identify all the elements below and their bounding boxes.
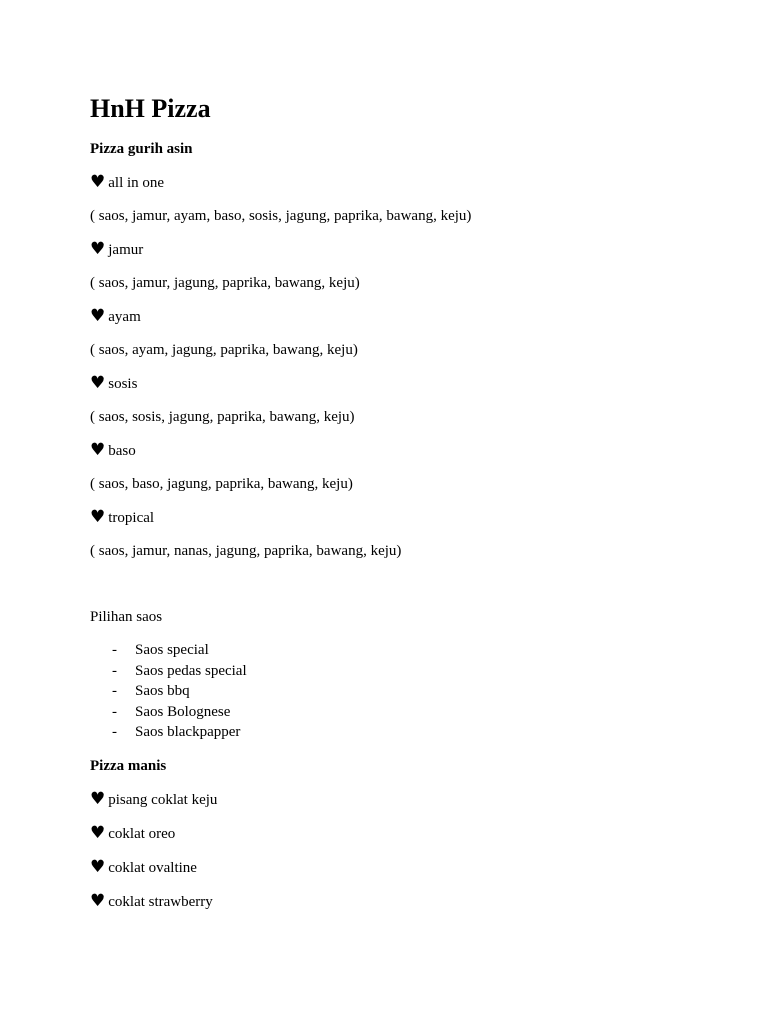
menu-item-name: ayam xyxy=(108,309,141,325)
sweet-heading: Pizza manis xyxy=(90,757,167,774)
heart-icon: ♥ xyxy=(90,890,106,911)
menu-item xyxy=(90,790,690,809)
heart-icon: ♥ xyxy=(90,440,106,460)
list-item: - Saos blackpapper xyxy=(90,722,690,743)
document-title: HnH Pizza xyxy=(90,94,211,123)
menu-item-name: coklat ovaltine xyxy=(108,859,197,876)
menu-item xyxy=(90,240,690,259)
menu-item xyxy=(90,374,690,393)
heart-icon: ♥ xyxy=(90,822,106,843)
list-item: - Saos pedas special xyxy=(90,661,690,682)
spacer xyxy=(90,560,690,593)
heart-icon: ♥ xyxy=(90,788,106,809)
menu-item-name: jamur xyxy=(108,242,144,258)
list-item: - Saos bbq xyxy=(90,681,690,702)
menu-item xyxy=(90,858,690,877)
menu-item-ingredients: ( saos, ayam, jagung, paprika, bawang, keju) xyxy=(90,342,358,358)
menu-item-ingredients: ( saos, jamur, nanas, jagung, paprika, bawang, keju) xyxy=(90,543,402,559)
menu-item xyxy=(90,892,690,911)
menu-item xyxy=(90,307,690,326)
heart-icon: ♥ xyxy=(90,306,106,326)
menu-item-name: baso xyxy=(108,443,136,459)
menu-item xyxy=(90,824,690,843)
menu-item-ingredients: ( saos, jamur, ayam, baso, sosis, jagung, paprika, bawang, keju) xyxy=(90,208,472,224)
menu-item xyxy=(90,508,690,527)
dash-bullet: - xyxy=(112,662,117,679)
menu-item-name: sosis xyxy=(108,376,138,392)
menu-item xyxy=(90,173,690,192)
menu-item xyxy=(90,441,690,460)
dash-bullet: - xyxy=(112,642,117,658)
dash-bullet: - xyxy=(112,703,117,720)
heart-icon: ♥ xyxy=(90,507,106,527)
heart-icon: ♥ xyxy=(90,373,106,393)
list-item: - Saos Bolognese xyxy=(90,702,690,723)
sauce-heading: Pilihan saos xyxy=(90,609,163,625)
menu-item-ingredients: ( saos, baso, jagung, paprika, bawang, keju) xyxy=(90,476,353,492)
menu-item-ingredients: ( saos, jamur, jagung, paprika, bawang, keju) xyxy=(90,275,360,291)
heart-icon: ♥ xyxy=(90,856,106,877)
heart-icon: ♥ xyxy=(90,239,106,259)
document-page xyxy=(90,92,690,911)
list-item: - Saos special xyxy=(90,640,690,661)
menu-item-name: pisang coklat keju xyxy=(108,791,218,808)
dash-bullet: - xyxy=(112,683,117,699)
menu-item-name: coklat oreo xyxy=(108,825,176,842)
menu-item-name: tropical xyxy=(108,510,155,526)
heart-icon: ♥ xyxy=(90,172,106,192)
menu-item-ingredients: ( saos, sosis, jagung, paprika, bawang, keju) xyxy=(90,409,355,425)
menu-item-name: all in one xyxy=(108,175,165,191)
dash-bullet: - xyxy=(112,724,117,740)
savory-heading: Pizza gurih asin xyxy=(90,141,193,157)
sauce-list xyxy=(90,640,690,743)
menu-item-name: coklat strawberry xyxy=(108,893,213,910)
